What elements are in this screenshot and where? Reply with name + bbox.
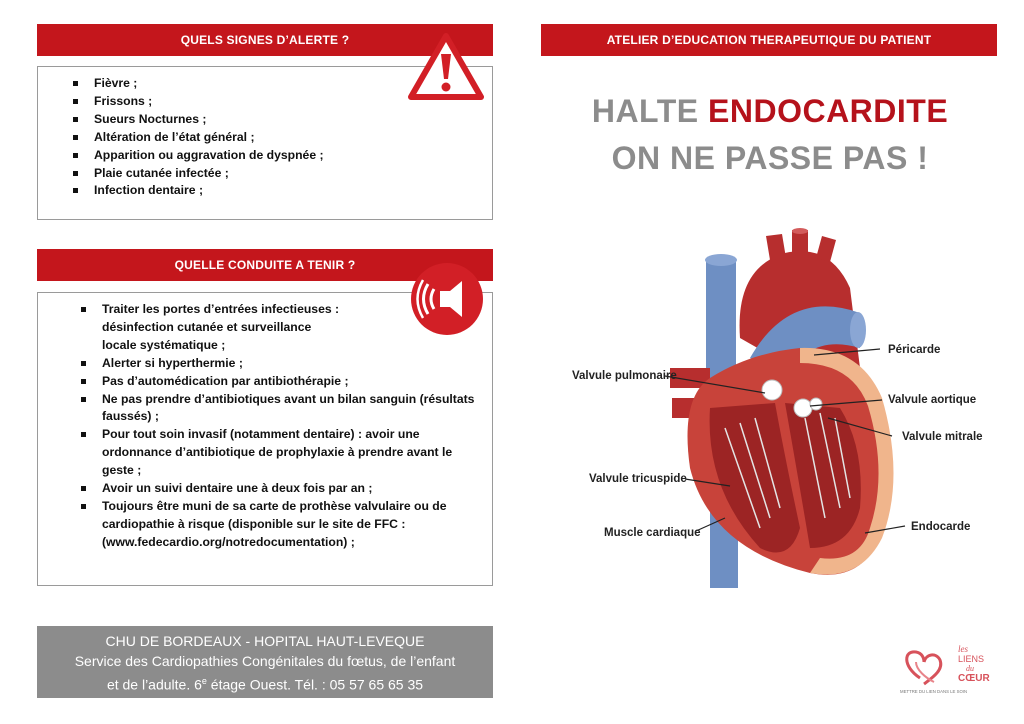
footer-line3: et de l’adulte. 6e étage Ouest. Tél. : 05 57 65 65 35: [106, 676, 424, 693]
alert-list-item: Plaie cutanée infectée ;: [68, 165, 492, 183]
valve-aortic: [794, 399, 812, 417]
label-pericarde: Péricarde: [888, 344, 941, 356]
hearts-logo-icon: [907, 652, 941, 684]
conduct-line: Traiter les portes d’entrées infectieuses :: [102, 302, 340, 316]
logo-liens: LIENS: [958, 654, 985, 664]
alert-list-item: Fièvre ;: [68, 75, 492, 93]
label-endocarde: Endocarde: [911, 521, 971, 533]
conduct-list: [76, 301, 492, 552]
alert-list-item: Apparition ou aggravation de dyspnée ;: [68, 147, 492, 165]
alert-list-item: Frissons ;: [68, 93, 492, 111]
conduct-line: cardiopathie à risque (disponible sur le site de FFC :: [102, 516, 406, 531]
alert-list-item: Sueurs Nocturnes ;: [68, 111, 492, 129]
conduct-line: Alerter si hyperthermie ;: [102, 355, 243, 370]
workshop-header-text: ATELIER D’EDUCATION THERAPEUTIQUE DU PATIENT: [606, 33, 932, 47]
liens-du-coeur-logo: [900, 640, 1000, 696]
label-valvule-tricuspide: Valvule tricuspide: [589, 473, 687, 485]
conduct-line: désinfection cutanée et surveillance: [102, 319, 312, 334]
label-muscle-cardiaque: Muscle cardiaque: [604, 527, 701, 539]
conduct-list-item: [76, 355, 492, 373]
title-accent: ENDOCARDITE: [708, 93, 949, 129]
footer-line2: Service des Cardiopathies Congénitales du fœtus, de l’enfant: [74, 653, 456, 669]
conduct-line: Pour tout soin invasif (notamment dentaire) : avoir une: [102, 427, 420, 442]
logo-du: du: [966, 664, 974, 673]
conduct-line: locale systématique ;: [102, 337, 226, 352]
alert-list-item: Altération de l’état général ;: [68, 129, 492, 147]
label-valvule-aortique: Valvule aortique: [888, 394, 977, 406]
conduct-line: Avoir un suivi dentaire une à deux fois par an ;: [102, 481, 373, 496]
alert-header-text: QUELS SIGNES D’ALERTE ?: [180, 33, 350, 47]
alert-list-item: Infection dentaire ;: [68, 182, 492, 200]
conduct-line: Toujours être muni de sa carte de prothèse valvulaire ou de: [102, 498, 447, 513]
page-title-line1: HALTE ENDOCARDITE: [591, 93, 949, 129]
page-title-line2: ON NE PASSE PAS !: [611, 140, 929, 176]
logo-coeur: CŒUR: [958, 673, 990, 684]
label-valvule-mitrale: Valvule mitrale: [902, 431, 983, 443]
logo-tagline: METTRE DU LIEN DANS LE SOIN: [900, 689, 968, 694]
conduct-list-item: [76, 426, 492, 480]
megaphone-icon: [410, 262, 484, 336]
conduct-list-item: [76, 480, 492, 498]
conduct-header-text: QUELLE CONDUITE A TENIR ?: [174, 258, 356, 272]
conduct-box: [37, 292, 493, 586]
conduct-list-item: [76, 373, 492, 391]
conduct-line: faussés) ;: [102, 409, 159, 424]
conduct-line: Pas d’automédication par antibiothérapie ;: [102, 373, 349, 388]
logo-les: les: [958, 644, 968, 654]
warning-triangle-icon: [408, 32, 484, 102]
heart-diagram: [560, 228, 1000, 598]
workshop-header: [541, 24, 997, 56]
label-valvule-pulmonaire: Valvule pulmonaire: [572, 370, 677, 382]
conduct-list-item: [76, 391, 492, 427]
conduct-line: Ne pas prendre d’antibiotiques avant un bilan sanguin (résultats: [102, 391, 475, 406]
valve-pulmonary: [762, 380, 782, 400]
conduct-list-item: [76, 498, 492, 552]
footer-contact: [37, 626, 493, 698]
conduct-line: ordonnance d’antibiotique de prophylaxie à prendre avant le: [102, 445, 453, 460]
footer-line1: CHU DE BORDEAUX - HOPITAL HAUT-LEVEQUE: [105, 633, 425, 649]
conduct-line: geste ;: [102, 463, 142, 478]
conduct-line: (www.fedecardio.org/notredocumentation) ;: [102, 534, 355, 549]
